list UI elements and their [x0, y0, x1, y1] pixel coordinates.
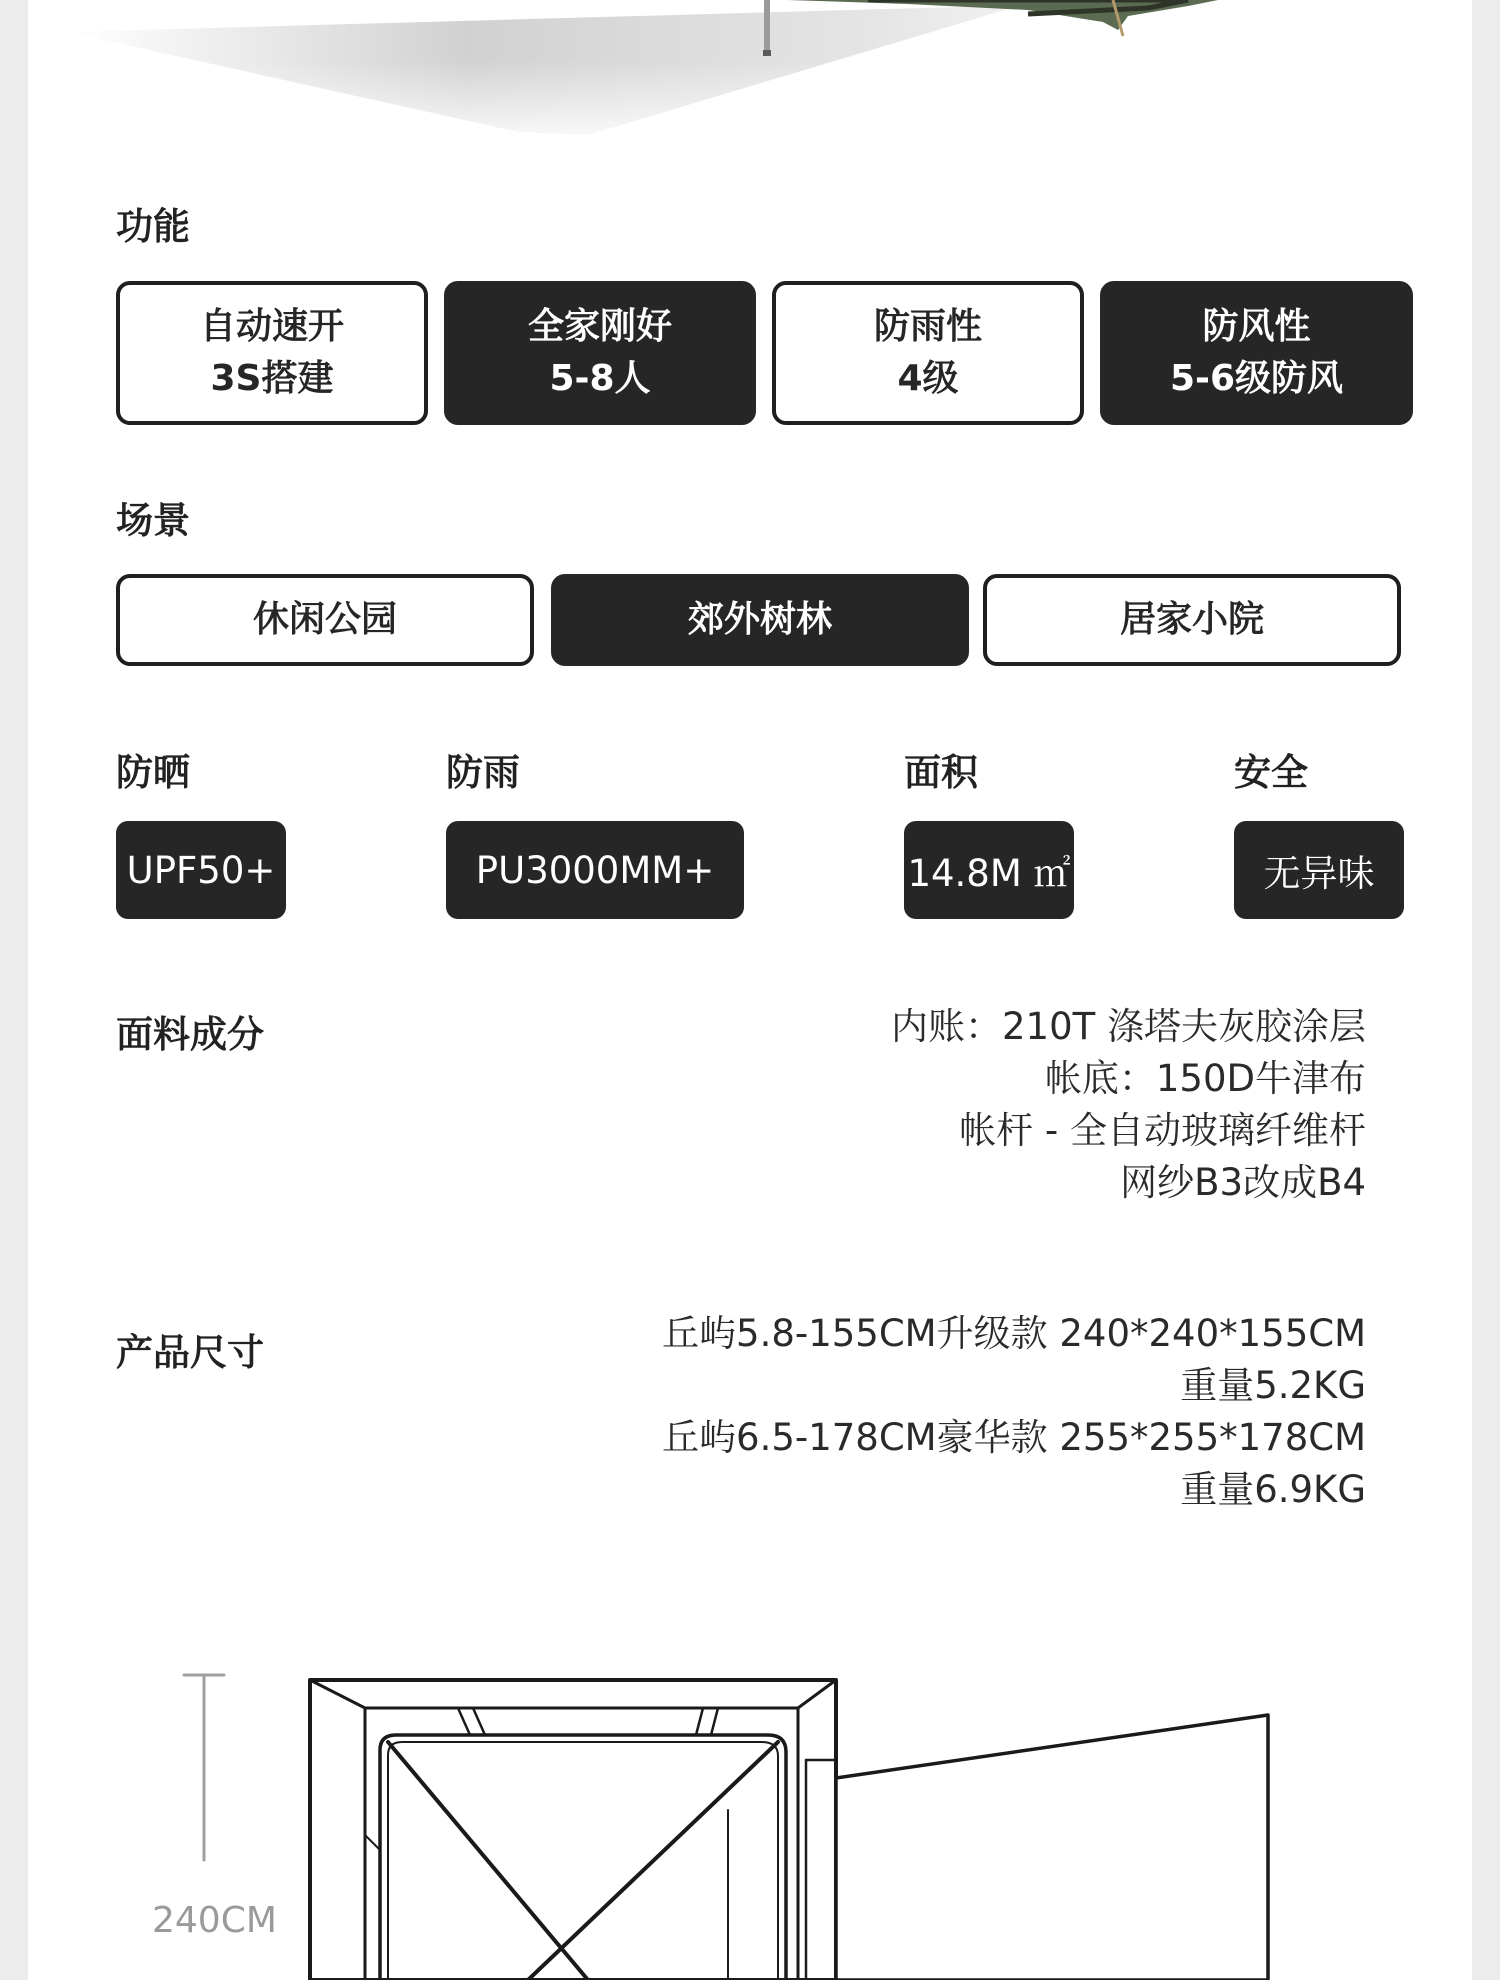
- features-title: 功能: [116, 205, 190, 248]
- fabric-line: 内账：210T 涤塔夫灰胶涂层: [891, 1005, 1366, 1048]
- fabric-title: 面料成分: [116, 1013, 264, 1056]
- feature-chip-line2: 3S搭建: [210, 358, 334, 399]
- fabric-line: 帐杆 - 全自动玻璃纤维杆: [959, 1109, 1366, 1152]
- product-detail-panel: [28, 0, 1472, 1980]
- feature-chip-line2: 5-8人: [549, 358, 651, 399]
- spec-value-pu: PU3000MM+: [446, 821, 744, 919]
- feature-chip-wind-proof: [1100, 281, 1413, 425]
- feature-chip-quick-setup: [116, 281, 428, 425]
- feature-chip-rain-proof: [772, 281, 1084, 425]
- size-title: 产品尺寸: [116, 1331, 264, 1374]
- size-line: 重量5.2KG: [1180, 1364, 1366, 1407]
- scene-chip-forest: [551, 574, 969, 666]
- size-details: [662, 1308, 1366, 1516]
- scene-chip-label: 郊外树林: [687, 598, 832, 640]
- scenes-title: 场景: [116, 499, 190, 542]
- spec-title-safety: 安全: [1234, 751, 1308, 794]
- spec-title-sunproof: 防晒: [116, 751, 190, 794]
- spec-title-area: 面积: [904, 751, 978, 794]
- tent-hero-image: [28, 0, 1472, 150]
- feature-chip-line1: 防风性: [1202, 305, 1311, 347]
- scene-chip-label: 居家小院: [1119, 598, 1264, 640]
- spec-value-area: 14.8M ㎡: [904, 821, 1074, 919]
- scene-chip-label: 休闲公园: [252, 598, 397, 640]
- feature-chip-family-size: [444, 281, 756, 425]
- size-line: 重量6.9KG: [1180, 1468, 1366, 1511]
- spec-value-upf: UPF50+: [116, 821, 286, 919]
- size-line: 丘屿5.8-155CM升级款 240*240*155CM: [662, 1312, 1366, 1355]
- feature-chip-line1: 自动速开: [199, 305, 344, 347]
- spec-title-rainproof: 防雨: [446, 751, 520, 794]
- feature-chip-line2: 5-6级防风: [1169, 358, 1344, 399]
- spec-value-odorless: 无异味: [1234, 821, 1404, 919]
- feature-chip-line2: 4级: [897, 358, 959, 399]
- dimension-label: 240CM: [152, 1900, 277, 1941]
- feature-chip-line1: 全家刚好: [527, 305, 672, 347]
- feature-chip-line1: 防雨性: [873, 305, 982, 347]
- scene-chip-park: [116, 574, 534, 666]
- fabric-line: 帐底：150D牛津布: [1044, 1057, 1366, 1100]
- fabric-details: [891, 1001, 1366, 1209]
- size-line: 丘屿6.5-178CM豪华款 255*255*178CM: [662, 1416, 1366, 1459]
- scene-chip-backyard: [983, 574, 1401, 666]
- fabric-line: 网纱B3改成B4: [1120, 1161, 1366, 1204]
